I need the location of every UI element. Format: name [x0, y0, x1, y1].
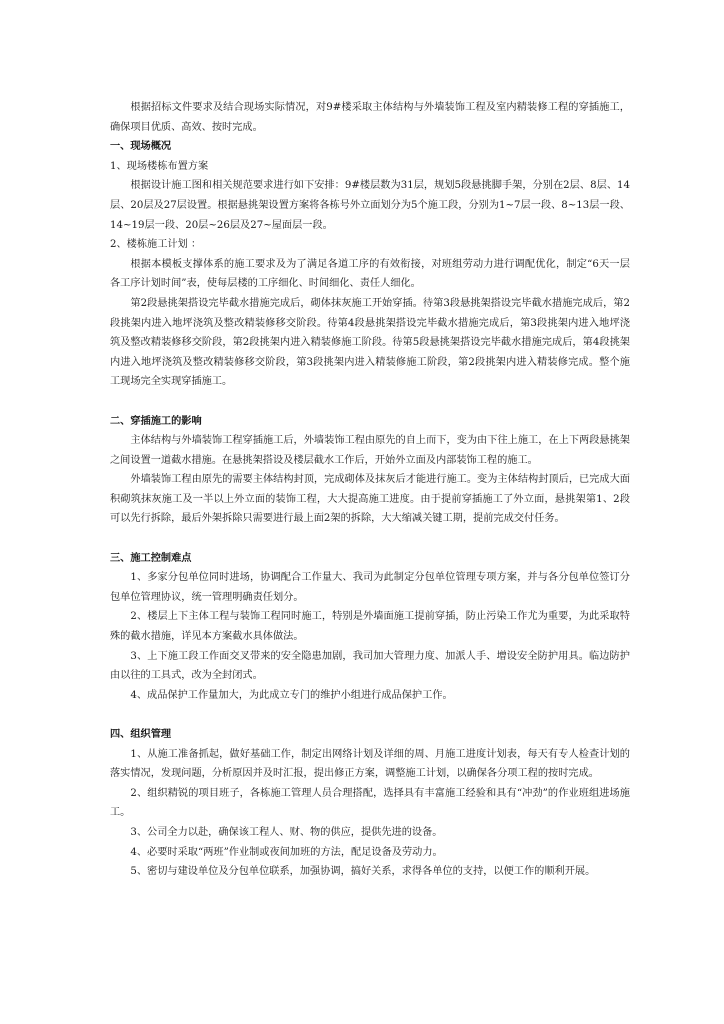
section-4-item-3: 3、公司全力以赴，确保该工程人、财、物的供应，提供先进的设备。	[130, 826, 443, 838]
spacer	[110, 392, 630, 412]
section-3-item-1: 1、多家分包单位同时进场，协调配合工作量大、我司为此制定分包单位管理专项方案，并与各分包单位签订分包单位管理协议，统一管理明确责任划分。	[110, 572, 630, 603]
section-3-heading: 三、施工控制难点	[110, 551, 192, 564]
spacer	[110, 529, 630, 549]
section-1-paragraph-1: 根据设计施工图和相关规范要求进行如下安排：9#楼层数为31层，规划5段悬挑脚手架，分别在2层、8层、14层、20层及27层设置。根据悬挑架设置方案将各栋号外立面划分为5个施工段，分别为1~7层一段、8~13层一段、14~19层一段、20层~26层及27~屋面层一段。	[110, 180, 630, 231]
section-4-heading: 四、组织管理	[110, 728, 172, 740]
section-3-item-3: 3、上下施工段工作面交叉带来的安全隐患加剧，我司加大管理力度、加派人手、增设安全防护用具。临边防护由以往的工具式，改为全封闭式。	[110, 650, 630, 682]
section-1-subheading-1: 1、现场楼栋布置方案	[110, 160, 209, 172]
section-2-heading: 二、穿插施工的影响	[110, 414, 202, 427]
section-3-item-2: 2、楼层上下主体工程与装饰工程同时施工，特别是外墙面施工提前穿插，防止污染工作尤为重要，为此采取特殊的截水措施，详见本方案截水具体做法。	[110, 611, 630, 643]
section-3-item-4: 4、成品保护工作量加大，为此成立专门的维护小组进行成品保护工作。	[130, 689, 453, 701]
section-1-paragraph-2: 根据本模板支撑体系的施工要求及为了满足各道工序的有效衔接，对班组劳动力进行调配优化，制定“6天一层各工序计划时间”表，使每层楼的工序细化、时间细化、责任人细化。	[110, 258, 630, 290]
section-4-item-2: 2、组织精锐的项目班子，各栋施工管理人员合理搭配，选择具有丰富施工经验和具有“冲劲”的作业班组进场施工。	[110, 787, 630, 819]
section-4-item-4: 4、必要时采取“两班”作业制或夜间加班的方法，配足设备及劳动力。	[130, 846, 443, 858]
section-4-item-1: 1、从施工准备抓起，做好基础工作，制定出网络计划及详细的周、月施工进度计划表，每天有专人检查计划的落实情况，发现问题，分析原因并及时汇报，提出修正方案，调整施工计划，以确保各分项工程的按时完成。	[110, 748, 630, 780]
section-2-paragraph-1: 主体结构与外墙装饰工程穿插施工后，外墙装饰工程由原先的自上而下，变为由下往上施工，在上下两段悬挑架之间设置一道截水措施。在悬挑架搭设及楼层截水工作后，开始外立面及内部装饰工程的施工。	[110, 435, 630, 466]
section-2-paragraph-2: 外墙装饰工程由原先的需要主体结构封顶，完成砌体及抹灰后才能进行施工。变为主体结构封顶后，已完成大面积砌筑抹灰施工及一半以上外立面的装饰工程，大大提高施工进度。由于提前穿插施工了外立面，悬挑架第1、2段可以先行拆除，最后外架拆除只需要进行最上面2架的拆除，大大缩减关键工期，提前完成交付任务。	[110, 474, 630, 525]
section-1-subheading-2: 2、楼栋施工计划 ：	[110, 239, 202, 251]
section-4-item-5: 5、密切与建设单位及分包单位联系，加强协调，搞好关系，求得各单位的支持，以便工作的顺利开展。	[130, 866, 596, 878]
section-1-heading: 一、现场概况	[110, 140, 172, 153]
intro-paragraph: 根据招标文件要求及结合现场实际情况，对9#楼采取主体结构与外墙装饰工程及室内精装修工程的穿插施工，确保项目优质、高效、按时完成。	[110, 102, 630, 133]
section-1-paragraph-3: 第2段悬挑架搭设完毕截水措施完成后，砌体抹灰施工开始穿插。待第3段悬挑架搭设完毕截水措施完成后，第2段挑架内进入地坪浇筑及整改精装修移交阶段。待第4段悬挑架搭设完毕截水措施完成后，第3段挑架内进入地坪浇筑及整改精装修移交阶段，第2段挑架内进入精装修施工阶段。待第5段悬挑架搭设完毕截水措施完成后，第4段挑架内进入地坪浇筑及整改精装修移交阶段，第3段挑架内进入精装修施工阶段，第2段挑架内进入精装修完成。整个施工现场完全实现穿插施工。	[110, 297, 630, 388]
document-page	[110, 98, 630, 882]
spacer	[110, 705, 630, 725]
